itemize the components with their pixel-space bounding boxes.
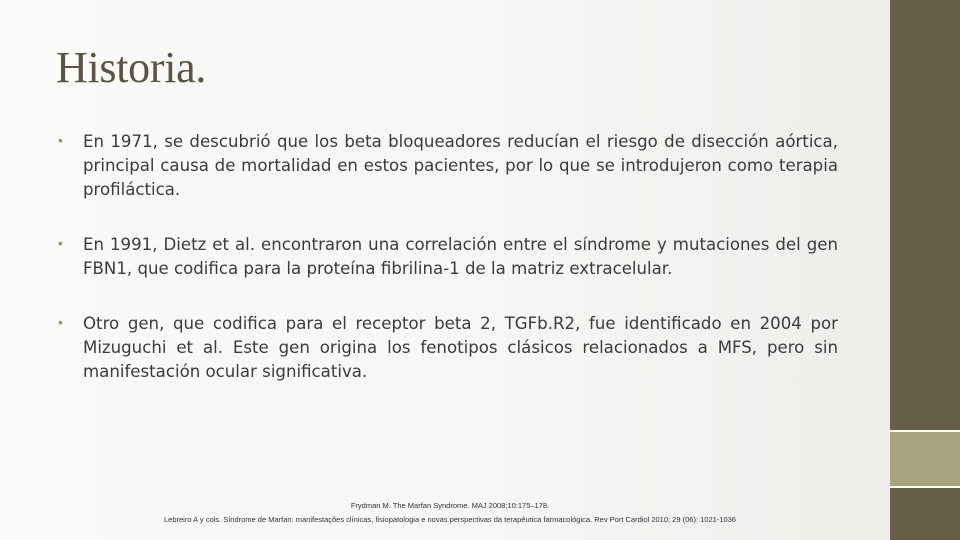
bullet-text: En 1991, Dietz et al. encontraron una correlación entre el síndrome y mutaciones del gen FBN1, que codifica para la proteína fibrilina-1 de la matriz extracelular. [83, 235, 838, 278]
bullet-marker: • [58, 235, 63, 251]
slide-title: Historia. [56, 43, 207, 92]
sidebar-divider-bottom [890, 486, 960, 488]
bullet-item [58, 312, 838, 384]
bullet-item [58, 233, 838, 281]
bullet-text: Otro gen, que codifica para el receptor beta 2, TGFb.R2, fue identificado en 2004 por Mizuguchi et al. Este gen origina los fenotipos clásicos relacionados a MFS, pero sin manifestación ocular significativa. [83, 314, 838, 381]
bullet-list [58, 130, 838, 415]
bullet-item [58, 130, 838, 202]
reference-line: Lebreiro A y cols. Síndrome de Marfan: manifestações clínicas, fisiopatologia e novas perspectivas da terapêutica farmacológica. Rev Port Cardiol 2010; 29 (06): 1021-1036 [164, 515, 736, 524]
bullet-text: En 1971, se descubrió que los beta bloqueadores reducían el riesgo de disección aórtica, principal causa de mortalidad en estos pacientes, por lo que se introdujeron como terapia profiláctica. [83, 132, 838, 199]
references [100, 499, 800, 527]
reference-line: Frydman M. The Marfan Syndrome. MAJ 2008;10:175–178. [350, 501, 550, 510]
bullet-marker: • [58, 132, 63, 148]
decorative-sidebar-accent [890, 432, 960, 486]
bullet-marker: • [58, 314, 63, 330]
